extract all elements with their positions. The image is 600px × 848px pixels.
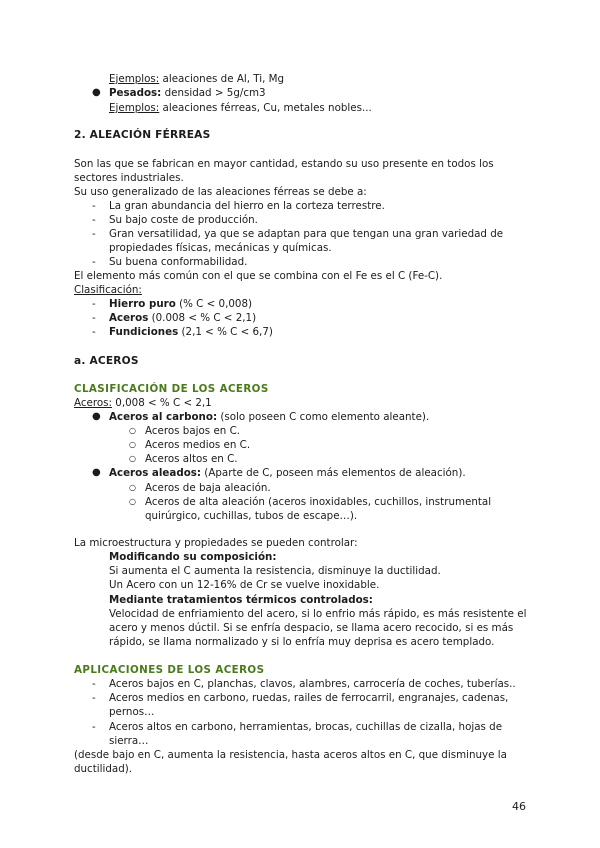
circle-bullet-icon: ○ (129, 426, 136, 435)
aceros-text: 0,008 < % C < 2,1 (112, 397, 212, 409)
paragraph-line: Su uso generalizado de las aleaciones férreas se debe a: (74, 186, 367, 198)
list-item (109, 466, 466, 480)
list-item: Aceros medios en carbono, ruedas, railes de ferrocarril, engranajes, cadenas, (109, 692, 509, 704)
paragraph-line: Velocidad de enfriamiento del acero, si lo enfrio más rápido, es más resistente el (109, 608, 527, 620)
term-text: (0.008 < % C < 2,1) (148, 312, 257, 324)
sub-list-item-continuation: quirúrgico, cuchillas, tubos de escape…). (145, 510, 358, 522)
list-item (109, 297, 252, 311)
paragraph-line: (desde bajo en C, aumenta la resistencia, hasta aceros altos en C, que disminuye la (74, 749, 507, 761)
ejemplos-line-2 (109, 101, 372, 115)
pesados-label: Pesados: (109, 87, 162, 99)
paragraph-line: sectores industriales. (74, 172, 184, 184)
dash-icon: - (92, 298, 96, 310)
dash-icon: - (92, 228, 96, 240)
dash-icon: - (92, 721, 96, 733)
term-bold: Aceros al carbono: (109, 411, 218, 423)
bullet-icon: ● (92, 411, 101, 422)
list-item: Gran versatilidad, ya que se adaptan para que tengan una gran variedad de (109, 228, 504, 240)
term-bold: Aceros aleados: (109, 467, 202, 479)
dash-icon: - (92, 200, 96, 212)
section-title-aceros: a. ACEROS (74, 355, 139, 367)
ejemplos-label: Ejemplos: (109, 73, 160, 85)
paragraph-line: Son las que se fabrican en mayor cantidad, estando su uso presente en todos los (74, 158, 494, 170)
subheading-tratamientos: Mediante tratamientos térmicos controlados: (109, 594, 373, 606)
list-item (109, 311, 256, 325)
dash-icon: - (92, 678, 96, 690)
sub-list-item: Aceros de alta aleación (aceros inoxidables, cuchillos, instrumental (145, 496, 492, 508)
section-title-aleacion-ferreas: 2. ALEACIÓN FÉRREAS (74, 129, 211, 141)
dash-icon: - (92, 256, 96, 268)
circle-bullet-icon: ○ (129, 454, 136, 463)
term-bold: Fundiciones (109, 326, 179, 338)
dash-icon: - (92, 214, 96, 226)
circle-bullet-icon: ○ (129, 497, 136, 506)
list-item: Su bajo coste de producción. (109, 214, 258, 226)
bullet-icon: ● (92, 467, 101, 478)
bullet-icon: ● (92, 87, 101, 98)
clasificacion-label: Clasificación: (74, 284, 142, 296)
heading-aplicaciones-aceros: APLICACIONES DE LOS ACEROS (74, 664, 265, 676)
term-text: (% C < 0,008) (175, 298, 253, 310)
term-text: (solo poseen C como elemento aleante). (217, 411, 430, 423)
list-item-continuation: pernos… (109, 706, 155, 718)
term-bold: Hierro puro (109, 298, 176, 310)
sub-list-item: Aceros altos en C. (145, 453, 238, 465)
sub-list-item: Aceros bajos en C. (145, 425, 241, 437)
ejemplos-line-1 (109, 72, 284, 86)
term-text: (2,1 < % C < 6,7) (178, 326, 273, 338)
list-item (109, 325, 273, 339)
term-text: (Aparte de C, poseen más elementos de aleación). (201, 467, 466, 479)
list-item: Su buena conformabilidad. (109, 256, 248, 268)
ejemplos-text: aleaciones de Al, Ti, Mg (159, 73, 285, 85)
aceros-label: Aceros: (74, 397, 112, 409)
term-bold: Aceros (109, 312, 149, 324)
list-item-continuation: sierra… (109, 735, 149, 747)
list-item: Aceros altos en carbono, herramientas, brocas, cuchillas de cizalla, hojas de (109, 721, 503, 733)
list-item (109, 410, 429, 424)
list-item: Aceros bajos en C, planchas, clavos, alambres, carrocería de coches, tuberías.. (109, 678, 516, 690)
pesados-line (109, 86, 266, 100)
dash-icon: - (92, 312, 96, 324)
ejemplos-label: Ejemplos: (109, 102, 160, 114)
page-number: 46 (512, 800, 526, 813)
paragraph-line: Si aumenta el C aumenta la resistencia, disminuye la ductilidad. (109, 565, 441, 577)
pesados-text: densidad > 5g/cm3 (161, 87, 266, 99)
list-item-continuation: propiedades físicas, mecánicas y químicas. (109, 242, 332, 254)
paragraph-line: Un Acero con un 12-16% de Cr se vuelve inoxidable. (109, 579, 380, 591)
circle-bullet-icon: ○ (129, 440, 136, 449)
paragraph-line: acero y menos dúctil. Si se enfría despacio, se llama acero recocido, si es más (109, 622, 514, 634)
paragraph-line: La microestructura y propiedades se pueden controlar: (74, 537, 358, 549)
dash-icon: - (92, 692, 96, 704)
subheading-composicion: Modificando su composición: (109, 551, 277, 563)
ejemplos-text: aleaciones férreas, Cu, metales nobles... (159, 102, 372, 114)
aceros-range-line (74, 396, 212, 410)
paragraph-line: rápido, se llama normalizado y si lo enfría muy deprisa es acero templado. (109, 636, 495, 648)
sub-list-item: Aceros medios en C. (145, 439, 251, 451)
paragraph-line: ductilidad). (74, 763, 133, 775)
paragraph-line: El elemento más común con el que se combina con el Fe es el C (Fe-C). (74, 270, 443, 282)
circle-bullet-icon: ○ (129, 483, 136, 492)
heading-clasificacion-aceros: CLASIFICACIÓN DE LOS ACEROS (74, 383, 269, 395)
sub-list-item: Aceros de baja aleación. (145, 482, 271, 494)
list-item: La gran abundancia del hierro en la corteza terrestre. (109, 200, 385, 212)
dash-icon: - (92, 326, 96, 338)
